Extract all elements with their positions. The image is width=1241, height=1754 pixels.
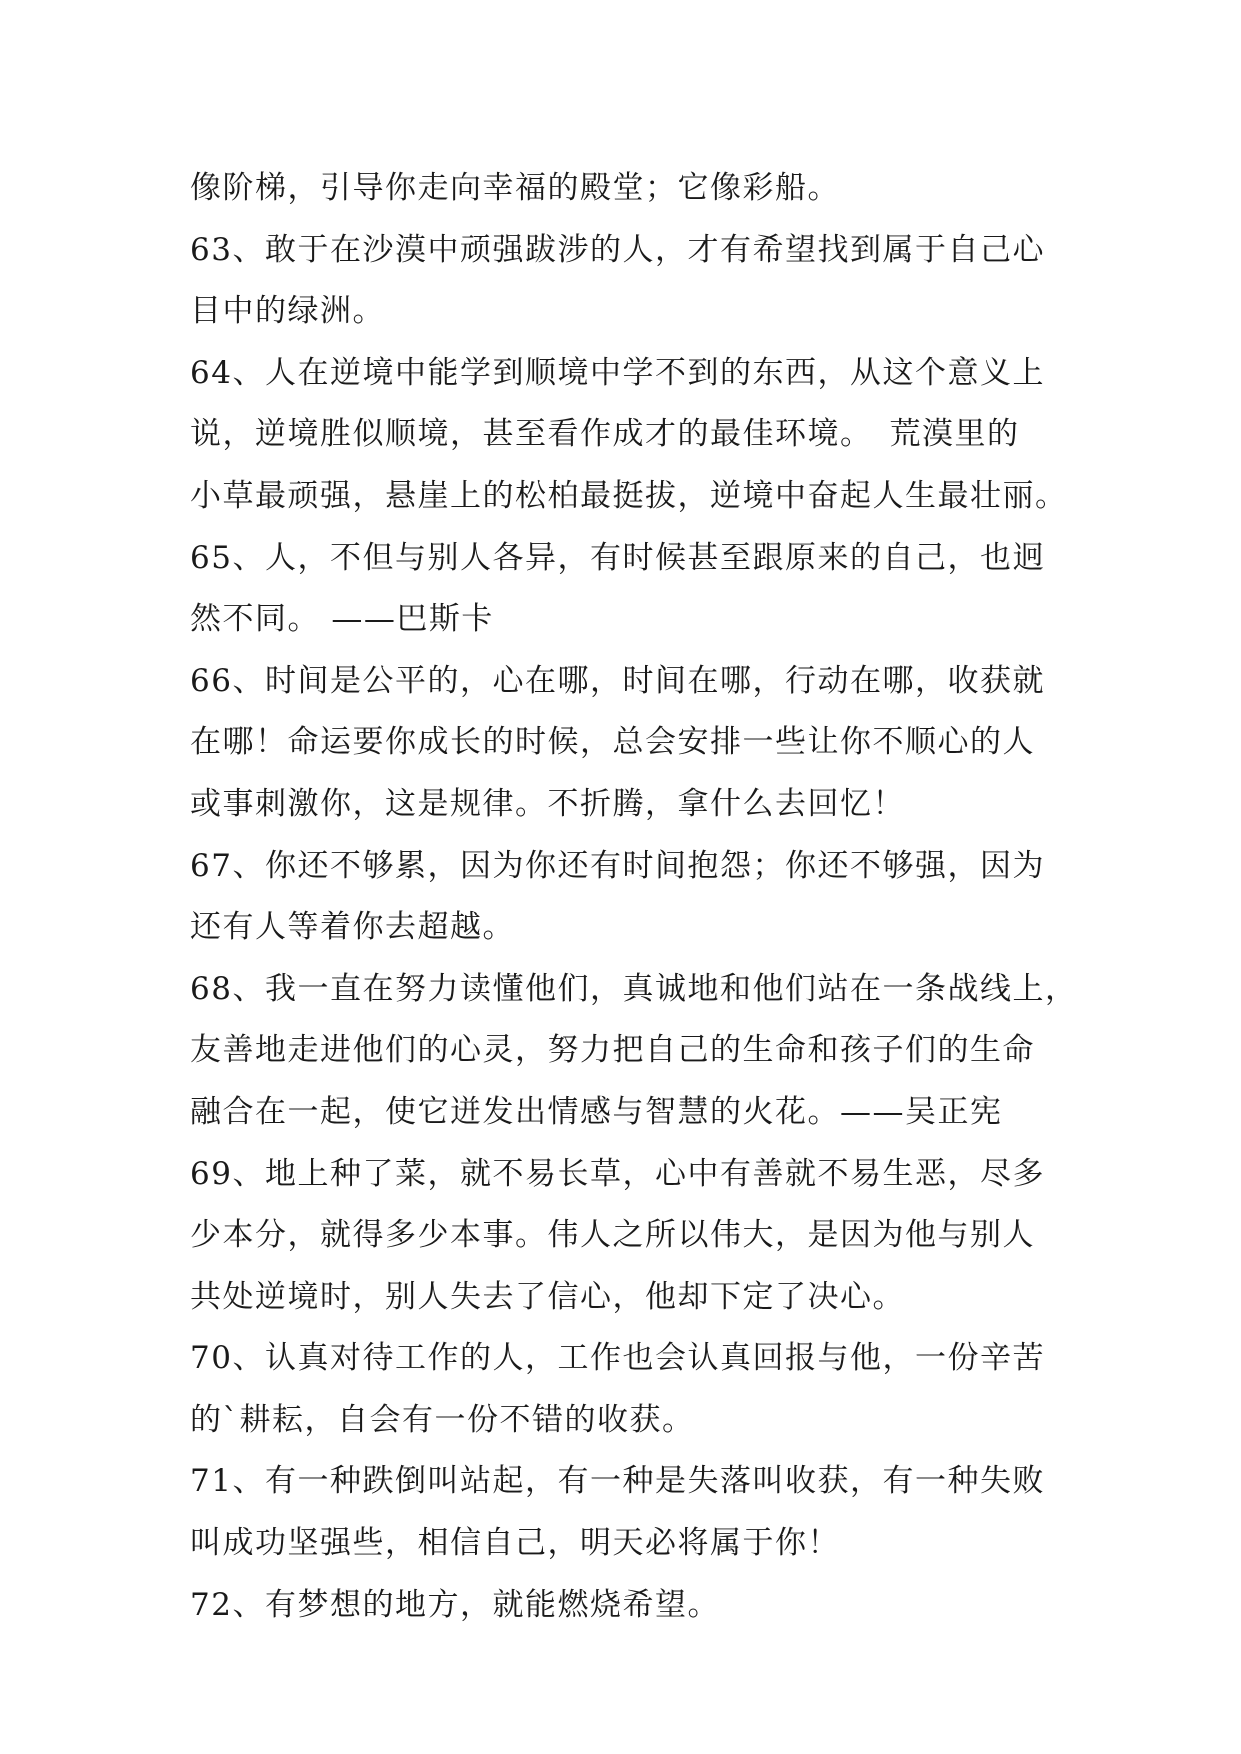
text-line: 然不同。 ——巴斯卡 <box>190 601 494 638</box>
text-line: 叫成功坚强些，相信自己，明天必将属于你！ <box>190 1525 840 1562</box>
text-line: 说，逆境胜似顺境，甚至看作成才的最佳环境。 荒漠里的 <box>190 416 1020 453</box>
text-line: 融合在一起，使它迸发出情感与智慧的火花。——吴正宪 <box>190 1093 1003 1130</box>
text-line: 69、地上种了菜，就不易长草，心中有善就不易生恶，尽多 <box>190 1155 1045 1192</box>
text-line: 71、有一种跌倒叫站起，有一种是失落叫收获，有一种失败 <box>190 1463 1045 1500</box>
text-line: 的`耕耘，自会有一份不错的收获。 <box>190 1401 695 1438</box>
text-line: 64、人在逆境中能学到顺境中学不到的东西，从这个意义上 <box>190 354 1045 391</box>
text-line: 共处逆境时，别人失去了信心，他却下定了决心。 <box>190 1278 905 1315</box>
text-line: 70、认真对待工作的人，工作也会认真回报与他，一份辛苦 <box>190 1340 1045 1377</box>
text-line: 还有人等着你去超越。 <box>190 909 515 946</box>
text-line: 在哪！命运要你成长的时候，总会安排一些让你不顺心的人 <box>190 724 1035 761</box>
text-line: 67、你还不够累，因为你还有时间抱怨；你还不够强，因为 <box>190 847 1045 884</box>
text-line: 68、我一直在努力读懂他们，真诚地和他们站在一条战线上， <box>190 970 1078 1007</box>
text-line: 63、敢于在沙漠中顽强跋涉的人，才有希望找到属于自己心 <box>190 231 1045 268</box>
text-line: 少本分，就得多少本事。伟人之所以伟大，是因为他与别人 <box>190 1217 1035 1254</box>
text-line: 65、人，不但与别人各异，有时候甚至跟原来的自己，也迥 <box>190 539 1045 576</box>
text-line: 72、有梦想的地方，就能燃烧希望。 <box>190 1586 720 1623</box>
text-line: 或事刺激你，这是规律。不折腾，拿什么去回忆！ <box>190 785 905 822</box>
text-line: 目中的绿洲。 <box>190 293 385 330</box>
text-line: 小草最顽强，悬崖上的松柏最挺拔，逆境中奋起人生最壮丽。 <box>190 477 1068 514</box>
body-text <box>190 158 1078 1636</box>
text-line: 友善地走进他们的心灵，努力把自己的生命和孩子们的生命 <box>190 1032 1035 1069</box>
text-line: 像阶梯，引导你走向幸福的殿堂；它像彩船。 <box>190 170 840 206</box>
text-line: 66、时间是公平的，心在哪，时间在哪，行动在哪，收获就 <box>190 662 1045 699</box>
